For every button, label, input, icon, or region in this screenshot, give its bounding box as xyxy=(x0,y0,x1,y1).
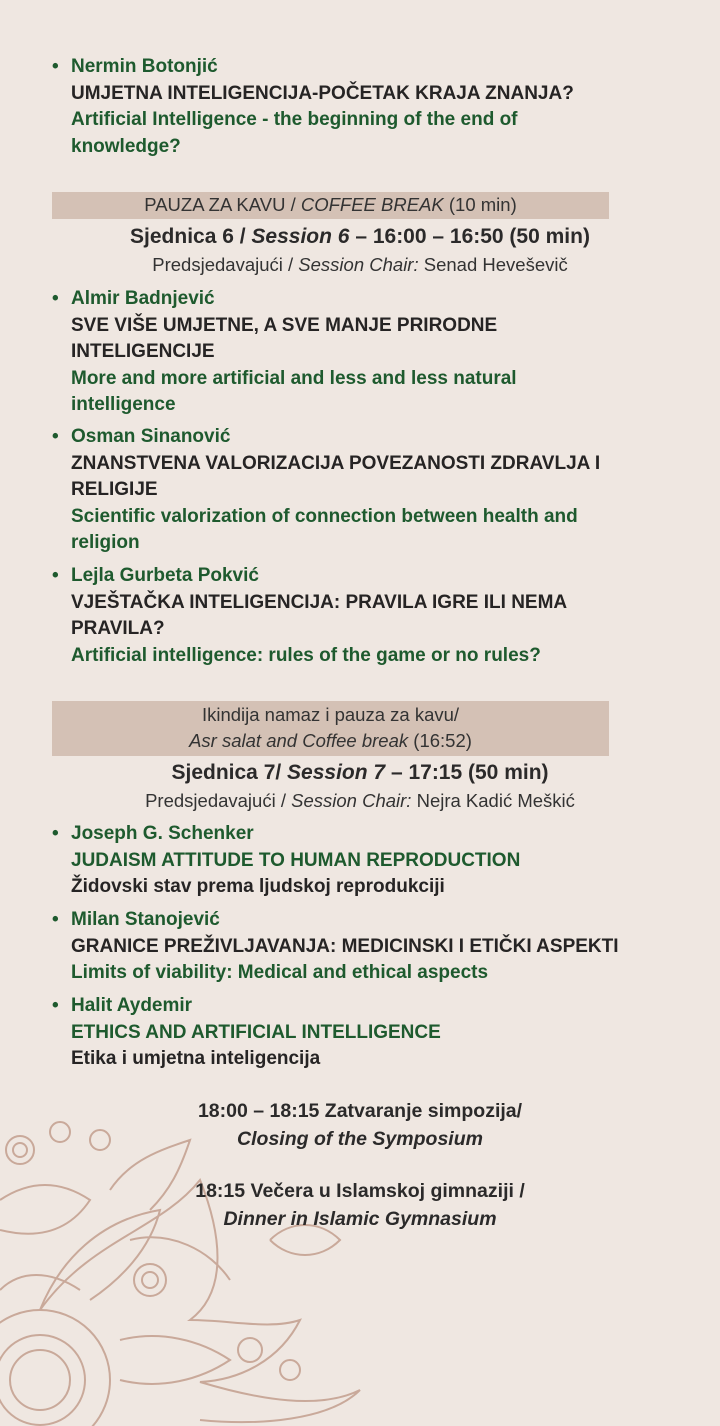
talk-subtitle: religion xyxy=(71,532,140,553)
talk-subtitle: Artificial Intelligence - the beginning of the end of xyxy=(71,109,518,130)
speaker-name: Milan Stanojević xyxy=(71,909,220,930)
break-label-en: COFFEE BREAK xyxy=(300,194,444,215)
speaker-name: Nermin Botonjić xyxy=(71,56,218,77)
closing-line: 18:00 – 18:15 Zatvaranje simpozija/ xyxy=(197,1100,523,1122)
break-label-en: Asr salat and Coffee break xyxy=(189,730,409,751)
talk-subtitle: Scientific valorization of connection between health and xyxy=(71,505,578,527)
dinner-line: 18:15 Večera u Islamskoj gimnaziji / xyxy=(195,1180,525,1202)
session-label: Sjednica 6 / xyxy=(130,225,252,248)
mandala-ornament xyxy=(0,1120,380,1426)
session-7-heading xyxy=(0,761,720,785)
break-label: PAUZA ZA KAVU / xyxy=(144,194,301,215)
break-time: (16:52) xyxy=(408,730,472,751)
bullet-icon: • xyxy=(52,426,59,447)
talk-title: VJEŠTAČKA INTELIGENCIJA: PRAVILA IGRE ILI NEMA xyxy=(71,591,568,613)
talk-subtitle: More and more artificial and less and less natural xyxy=(71,367,517,389)
talk-subtitle: intelligence xyxy=(71,394,176,415)
session-label: Sjednica 7/ xyxy=(171,761,288,784)
talk-subtitle: knowledge? xyxy=(71,135,181,157)
chair-name: Senad Heveševič xyxy=(418,254,568,275)
talk-title: GRANICE PREŽIVLJAVANJA: MEDICINSKI I ETIČKI ASPEKTI xyxy=(71,935,619,957)
session-label-en: Session 7 xyxy=(287,761,386,784)
speaker-name: Osman Sinanović xyxy=(71,426,231,447)
bullet-icon: • xyxy=(52,909,59,930)
talk-subtitle: Limits of viability: Medical and ethical aspects xyxy=(71,962,489,983)
chair-label: Predsjedavajući / xyxy=(152,254,299,275)
speaker-name: Halit Aydemir xyxy=(71,995,193,1016)
talk-subtitle: Židovski stav prema ljudskoj reprodukciji xyxy=(71,876,445,897)
session-6-heading xyxy=(0,225,720,249)
dinner-line-en: Dinner in Islamic Gymnasium xyxy=(223,1208,497,1230)
talk-title: PRAVILA? xyxy=(71,618,165,639)
bullet-icon: • xyxy=(52,995,59,1016)
session-time: – 16:00 – 16:50 (50 min) xyxy=(349,225,590,248)
speaker-name: Almir Badnjević xyxy=(71,288,215,309)
speaker-name: Joseph G. Schenker xyxy=(71,823,254,844)
bullet-icon: • xyxy=(52,56,59,77)
chair-label-en: Session Chair: xyxy=(291,790,412,811)
session-label-en: Session 6 xyxy=(251,225,350,248)
speaker-name: Lejla Gurbeta Pokvić xyxy=(71,565,259,586)
break-duration: (10 min) xyxy=(443,194,517,215)
session-time: – 17:15 (50 min) xyxy=(385,761,549,784)
bullet-icon: • xyxy=(52,288,59,309)
bullet-icon: • xyxy=(52,823,59,844)
talk-subtitle: Etika i umjetna inteligencija xyxy=(71,1048,321,1069)
chair-name: Nejra Kadić Meškić xyxy=(411,790,575,811)
closing-line-en: Closing of the Symposium xyxy=(237,1128,483,1150)
session-6-chair xyxy=(0,254,720,276)
break-label: Ikindija namaz i pauza za kavu/ xyxy=(201,704,460,725)
asr-break-band xyxy=(52,701,609,756)
chair-label: Predsjedavajući / xyxy=(145,790,292,811)
coffee-break-band xyxy=(52,192,609,219)
talk-title: ETHICS AND ARTIFICIAL INTELLIGENCE xyxy=(71,1021,441,1043)
talk-title: SVE VIŠE UMJETNE, A SVE MANJE PRIRODNE xyxy=(71,314,498,336)
talk-title: ZNANSTVENA VALORIZACIJA POVEZANOSTI ZDRAVLJA I xyxy=(71,452,601,474)
bullet-icon: • xyxy=(52,565,59,586)
closing-block xyxy=(0,1097,720,1153)
chair-label-en: Session Chair: xyxy=(298,254,419,275)
session-7-chair xyxy=(0,790,720,812)
talk-subtitle: Artificial intelligence: rules of the game or no rules? xyxy=(71,644,541,666)
dinner-block xyxy=(0,1177,720,1233)
talk-title: JUDAISM ATTITUDE TO HUMAN REPRODUCTION xyxy=(71,849,521,871)
talk-title: INTELIGENCIJE xyxy=(71,341,215,362)
talk-title: RELIGIJE xyxy=(71,479,158,500)
talk-title: UMJETNA INTELIGENCIJA-POČETAK KRAJA ZNANJA? xyxy=(71,82,574,104)
